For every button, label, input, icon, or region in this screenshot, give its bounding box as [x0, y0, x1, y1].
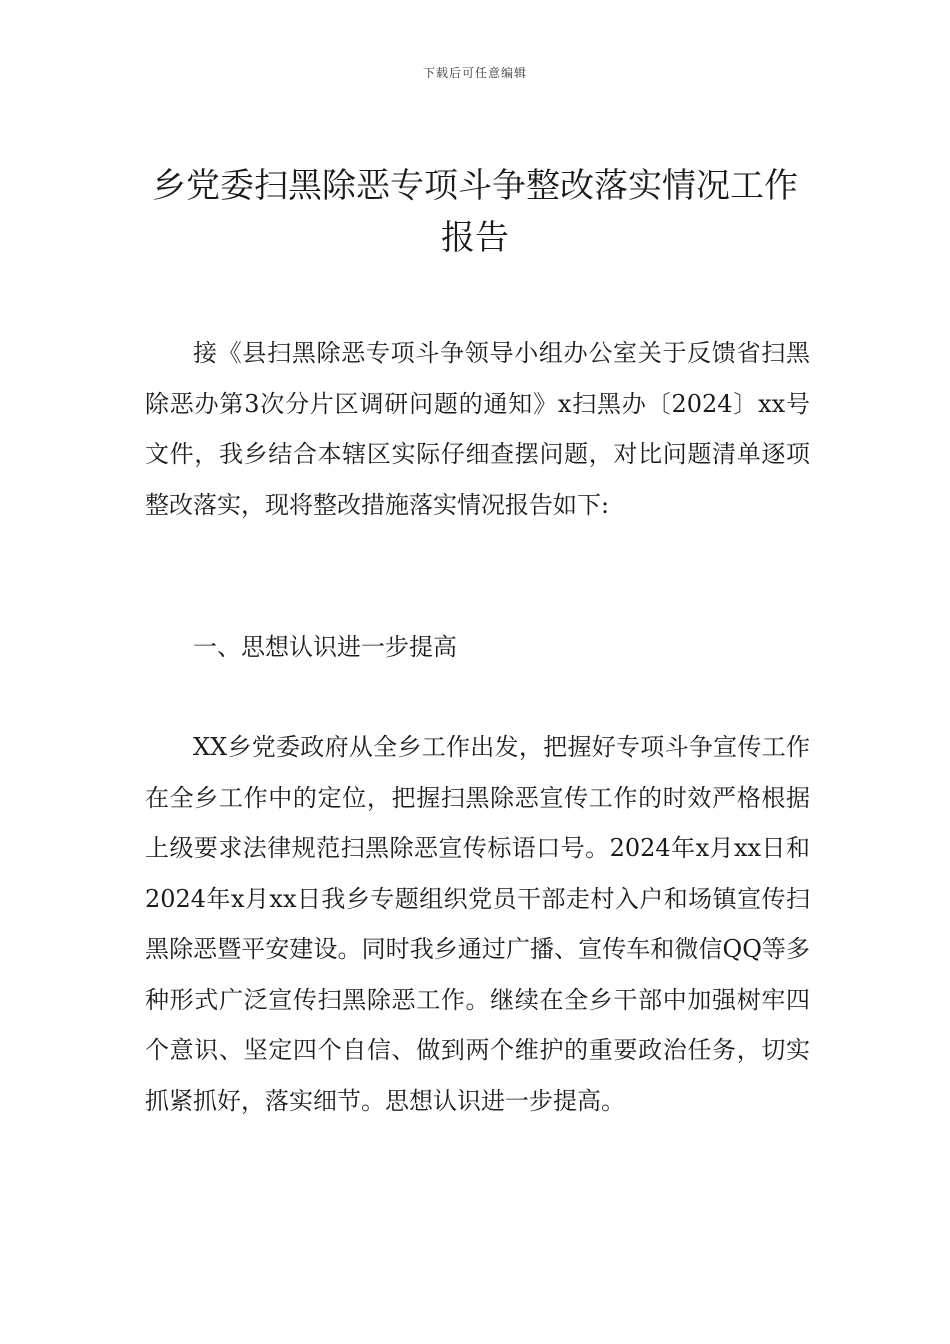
intro-paragraph: 接《县扫黑除恶专项斗争领导小组办公室关于反馈省扫黑除恶办第3次分片区调研问题的通知》x扫黑办〔2024〕xx号文件，我乡结合本辖区实际仔细查摆问题，对比问题清单逐项整改落实，现将整改措施落实情况报告如下: — [145, 339, 810, 519]
body-paragraph: XX乡党委政府从全乡工作出发，把握好专项斗争宣传工作在全乡工作中的定位，把握扫黑除恶宣传工作的时效严格根据上级要求法律规范扫黑除恶宣传标语口号。2024年x月xx日和2024年x月xx日我乡专题组织党员干部走村入户和场镇宣传扫黑除恶暨平安建设。同时我乡通过广播、宣传车和微信QQ等多种形式广泛宣传扫黑除恶工作。继续在全乡干部中加强树牢四个意识、坚定四个自信、做到两个维护的重要政治任务，切实抓紧抓好，落实细节。思想认识进一步提高。 — [145, 733, 810, 1115]
document-title: 乡党委扫黑除恶专项斗争整改落实情况工作报告 — [152, 166, 798, 258]
section-heading: 一、思想认识进一步提高 — [193, 633, 457, 661]
header-note: 下载后可任意编辑 — [422, 66, 527, 80]
